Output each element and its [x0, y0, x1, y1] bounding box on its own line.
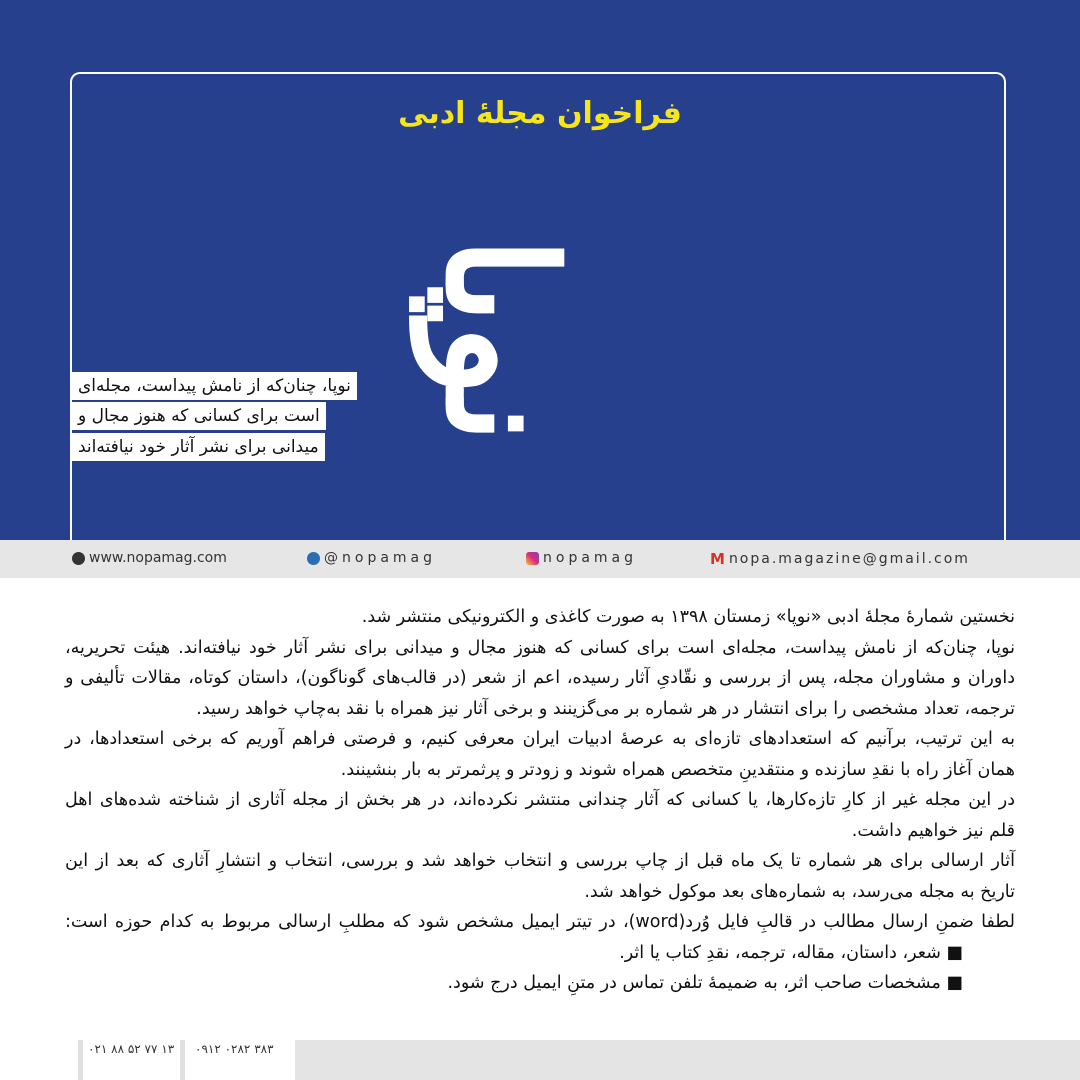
website-text: www.nopamag.com [89, 550, 227, 566]
instagram-link[interactable] [526, 550, 637, 566]
instagram-text: nopamag [543, 550, 638, 566]
page-title: فراخوان مجلهٔ ادبی [398, 96, 682, 131]
globe-icon [72, 552, 85, 565]
telegram-icon [307, 552, 320, 565]
body-line: همان آغاز راه با نقدِ سازنده و منتقدینِ متخصص همراه شوند و زودتر و پرثمرتر به بار بنشینند. [340, 759, 1015, 780]
bullet-square-icon: ■ [940, 942, 963, 963]
footer-panel [295, 1040, 1080, 1080]
tagline-line: است برای کسانی که هنوز مجال و [72, 402, 326, 430]
bullet-item [65, 938, 1015, 969]
body-line: آثار ارسالی برای هر شماره تا یک ماه قبل از چاپ بررسی و انتخاب خواهد شد و بررسی، انتخاب و انتشارِ آثاری که بعد از این [65, 851, 1015, 871]
telegram-link[interactable] [307, 550, 436, 566]
contact-strip [0, 540, 1080, 578]
tagline-line: میدانی برای نشر آثار خود نیافته‌اند [72, 433, 325, 461]
phone-landline: ۰۲۱ ۸۸ ۵۲ ۷۷ ۱۳ [88, 1042, 175, 1056]
phone-mobile: ۰۹۱۲ ۰۲۸۲ ۳۸۳ [195, 1042, 274, 1056]
tagline-line: نوپا، چنان‌که از نامش پیداست، مجله‌ای [72, 372, 357, 400]
gmail-icon: M [710, 550, 725, 568]
body-line: نوپا، چنان‌که از نامش پیداست، مجله‌ای است برای کسانی که هنوز مجال و میدانی برای نشر آثار خود نیافته‌اند. هیئت تحریریه، [65, 637, 1015, 658]
divider [180, 1040, 185, 1080]
body-line: در این مجله غیر از کارِ تازه‌کارها، یا کسانی که آثار چندانی منتشر نکرده‌اند، در هر بخش از مجله آثاری از شناخته شده‌های اهل [65, 790, 1015, 810]
body-line: لطفا ضمنِ ارسال مطالب در قالبِ فایل وُرد(word)، در تیتر ایمیل مشخص شود که مطلبِ ارسالی مربوط به کدام حوزه است: [65, 912, 1015, 932]
instagram-icon [526, 552, 539, 565]
divider [78, 1040, 83, 1080]
announcement-body [65, 602, 1015, 999]
email-link[interactable] [710, 550, 970, 568]
bullet-square-icon: ■ [940, 973, 963, 993]
bullet-text: شعر، داستان، مقاله، ترجمه، نقدِ کتاب یا اثر. [619, 942, 941, 963]
footer [0, 1040, 1080, 1080]
body-line: داوران و مشاوران مجله، پس از بررسی و نقّادیِ آثار رسیده، اعم از شعر (در قالب‌های گوناگون)، داستان کوتاه، مقالات تألیفی و [65, 668, 1015, 688]
body-line: به این ترتیب، برآنیم که استعدادهای تازه‌ای به عرصهٔ ادبیات ایران معرفی کنیم، و فرصتی فراهم آوریم که برخی استعدادها، در [65, 729, 1015, 749]
telegram-text: @nopamag [324, 550, 437, 566]
bullet-text: مشخصات صاحب اثر، به ضمیمهٔ تلفن تماس در متنِ ایمیل درج شود. [447, 973, 941, 993]
body-line: ترجمه، تعداد مشخصی را برای انتشار در هر شماره بر می‌گزینند و برخی آثار نیز همراه با نقد به‌چاپ خواهد رسید. [196, 698, 1015, 719]
email-text: nopa.magazine@gmail.com [728, 551, 970, 567]
body-line: نخستین شمارهٔ مجلهٔ ادبی «نوپا» زمستان ۱۳۹۸ به صورت کاغذی و الکترونیکی منتشر شد. [361, 607, 1015, 627]
nopa-logo: نوپا [412, 236, 588, 444]
website-link[interactable] [72, 550, 227, 566]
body-line: تاریخ به مجله می‌رسد، به شماره‌های بعد موکول خواهد شد. [584, 881, 1015, 902]
body-line: قلم نیز خواهیم داشت. [851, 820, 1015, 841]
bullet-item [65, 968, 1015, 999]
